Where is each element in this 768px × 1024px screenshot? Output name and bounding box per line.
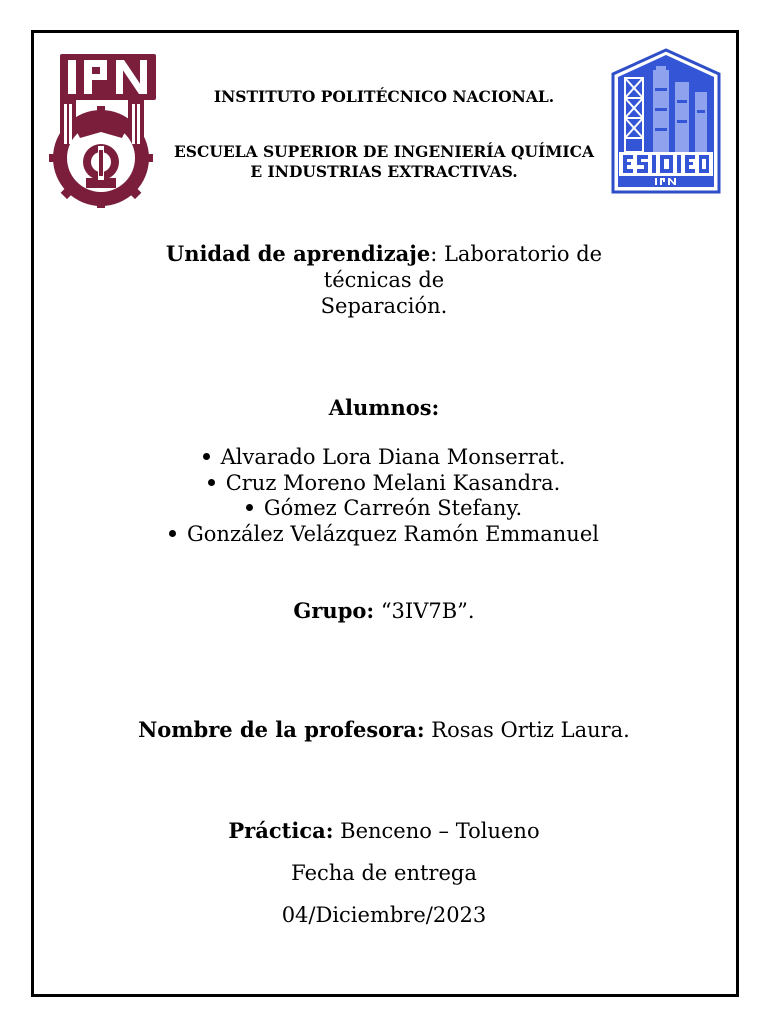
grupo-label: Grupo: — [293, 598, 375, 623]
list-item — [0, 445, 768, 471]
practica-line — [0, 818, 768, 844]
fecha-value: 04/Diciembre/2023 — [281, 903, 487, 927]
practica-label: Práctica: — [228, 818, 334, 843]
alumno-name: González Velázquez Ramón Emmanuel — [187, 521, 599, 546]
institute-name: INSTITUTO POLITÉCNICO NACIONAL. — [213, 87, 555, 106]
unidad-label: Unidad de aprendizaje — [165, 241, 431, 266]
list-item — [0, 522, 768, 548]
bullet-icon — [203, 453, 210, 460]
unidad-line1 — [0, 241, 768, 267]
unidad-value-line2: técnicas de — [323, 268, 445, 292]
unidad-value-line3: Separación. — [320, 294, 448, 318]
practica-value: Benceno – Tolueno — [333, 819, 540, 843]
alumno-name: Alvarado Lora Diana Monserrat. — [220, 445, 566, 469]
list-item — [0, 471, 768, 497]
bullet-icon — [246, 504, 253, 511]
grupo-value: “3IV7B”. — [374, 599, 475, 623]
list-item — [0, 496, 768, 522]
grupo-line — [0, 598, 768, 624]
unidad-section — [0, 241, 768, 319]
school-name-line1: ESCUELA SUPERIOR DE INGENIERÍA QUÍMICA — [173, 142, 595, 161]
alumno-name: Gómez Carreón Stefany. — [263, 496, 523, 520]
bullet-icon — [208, 479, 215, 486]
alumno-name: Cruz Moreno Melani Kasandra. — [225, 470, 561, 495]
unidad-value-line1: : Laboratorio de — [430, 242, 603, 266]
alumnos-list — [0, 445, 768, 547]
profesora-value: Rosas Ortiz Laura. — [424, 718, 630, 742]
school-name-line2: E INDUSTRIAS EXTRACTIVAS. — [250, 162, 518, 181]
profesora-line — [0, 717, 768, 743]
alumnos-label: Alumnos: — [328, 395, 440, 420]
profesora-label: Nombre de la profesora: — [138, 717, 425, 742]
fecha-label: Fecha de entrega — [291, 861, 477, 885]
bullet-icon — [169, 530, 176, 537]
ipn-logo-icon — [46, 50, 164, 208]
